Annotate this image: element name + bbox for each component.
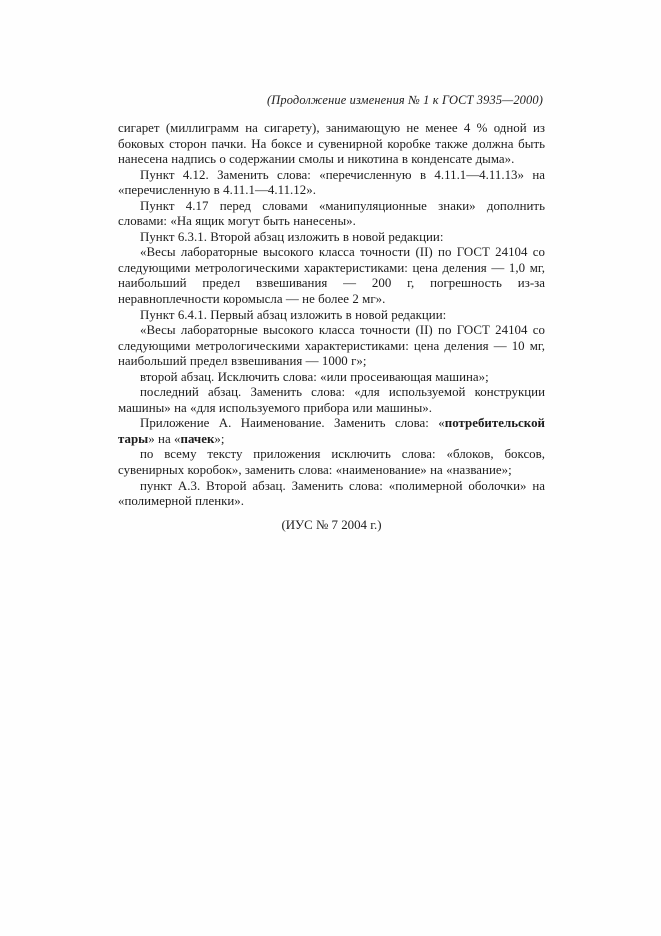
plain-text: »; — [214, 431, 225, 446]
paragraph-last-abzac: последний абзац. Заменить слова: «для используемой конструкции машины» на «для используемого прибора или машины». — [118, 385, 545, 415]
paragraph-clause-6-4-1-body: «Весы лабораторные высокого класса точности (II) по ГОСТ 24104 со следующими метрологическими характеристиками: цена деления — 10 мг, наибольший предел взвешивания — 1000 г»; — [118, 323, 545, 369]
footer-note: (ИУС № 7 2004 г.) — [281, 518, 382, 532]
paragraph-continuation: сигарет (миллиграмм на сигарету), занимающую не менее 4 % одной из боковых сторон пачки. На боксе и сувенирной коробке также должна быть нанесена надпись о содержании смолы и никотина в конденсате дыма». — [118, 121, 545, 167]
emphasis-text: пачек — [180, 431, 215, 446]
paragraph-clause-4-12: Пункт 4.12. Заменить слова: «перечисленную в 4.11.1—4.11.13» на «перечисленную в 4.11.1—4.11.12». — [118, 167, 545, 198]
body-text-block — [118, 121, 545, 510]
paragraph-clause-4-17: Пункт 4.17 перед словами «манипуляционные знаки» дополнить словами: «На ящик могут быть нанесены». — [118, 198, 545, 229]
emphasis-text: потребительской тары — [118, 416, 545, 446]
paragraph-clause-6-3-1-body: «Весы лабораторные высокого класса точности (II) по ГОСТ 24104 со следующими метрологическими характеристиками: цена деления — 1,0 мг, наибольший предел взвешивания — 200 г, погрешность из-за неравноплечности коромысла — не более 2 мг». — [118, 245, 545, 307]
running-head: (Продолжение изменения № 1 к ГОСТ 3935—2000) — [267, 93, 543, 107]
plain-text: » на « — [148, 431, 181, 446]
paragraph-second-abzac: второй абзац. Исключить слова: «или просеивающая машина»; — [140, 369, 489, 384]
paragraph-appendix-a-text: по всему тексту приложения исключить слова: «блоков, боксов, сувенирных коробок», заменить слова: «наименование» на «название»; — [118, 447, 545, 478]
paragraph-appendix-a-title — [118, 416, 545, 447]
paragraph-clause-6-4-1: Пункт 6.4.1. Первый абзац изложить в новой редакции: — [140, 307, 447, 322]
plain-text: Приложение А. Наименование. Заменить слова: « — [140, 416, 445, 431]
paragraph-clause-6-3-1: Пункт 6.3.1. Второй абзац изложить в новой редакции: — [140, 229, 444, 244]
paragraph-clause-a-3: пункт А.3. Второй абзац. Заменить слова: «полимерной оболочки» на «полимерной пленки». — [118, 478, 545, 509]
